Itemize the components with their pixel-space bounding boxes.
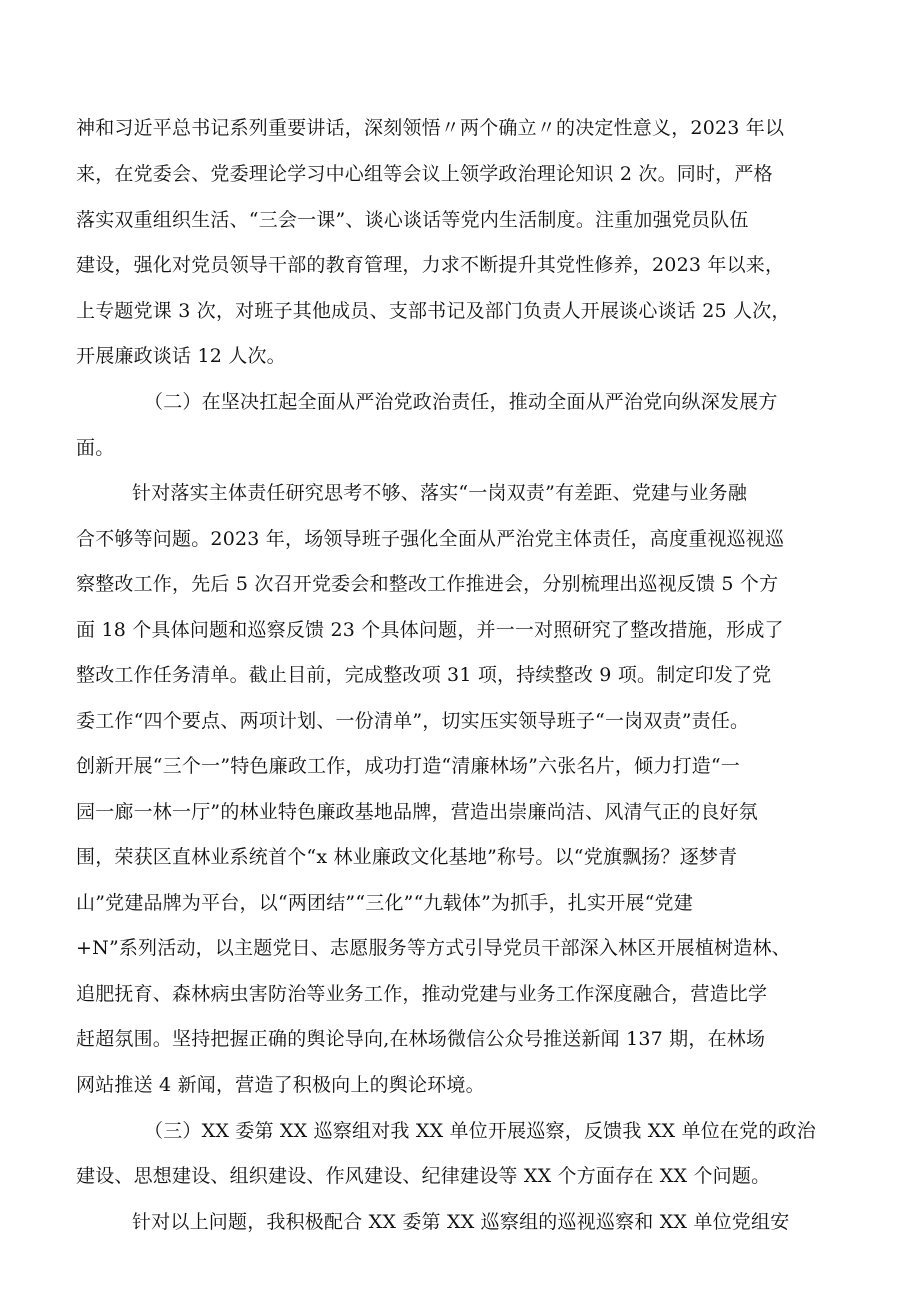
text-line: 上专题党课 3 次，对班子其他成员、支部书记及部门负责人开展谈心谈话 25 人次，	[76, 300, 791, 322]
text-line: 赶超氛围。坚持把握正确的舆论导向,在林场微信公众号推送新闻 137 期，在林场	[76, 1028, 766, 1050]
text-line: 合不够等问题。2023 年，场领导班子强化全面从严治党主体责任，高度重视巡视巡	[76, 528, 785, 550]
text-line: 园一廊一林一厅”的林业特色廉政基地品牌，营造出崇廉尚洁、风清气正的良好氛	[76, 801, 758, 823]
text-line: 委工作“四个要点、两项计划、一份清单”，切实压实领导班子“一岗双责”责任。	[76, 710, 750, 732]
text-line: 落实双重组织生活、“三会一课”、谈心谈话等党内生活制度。注重加强党员队伍	[76, 209, 749, 231]
text-line: 针对落实主体责任研究思考不够、落实“一岗双责”有差距、党建与业务融	[132, 482, 748, 504]
text-line: 网站推送 4 新闻，营造了积极向上的舆论环境。	[76, 1074, 485, 1096]
text-line: 建设，强化对党员领导干部的教育管理，力求不断提升其党性修养，2023 年以来，	[76, 254, 785, 276]
text-line: 创新开展“三个一”特色廉政工作，成功打造“清廉林场”六张名片，倾力打造“一	[76, 755, 740, 777]
text-line: 针对以上问题，我积极配合 XX 委第 XX 巡察组的巡视巡察和 XX 单位党组安	[132, 1211, 790, 1233]
text-line: 面 18 个具体问题和巡察反馈 23 个具体问题，并一一对照研究了整改措施，形成了	[76, 619, 784, 641]
section-heading-line: （三）XX 委第 XX 巡察组对我 XX 单位开展巡察，反馈我 XX 单位在党的政治	[144, 1120, 816, 1142]
text-line: 察整改工作，先后 5 次召开党委会和整改工作推进会，分别梳理出巡视反馈 5 个方	[76, 573, 779, 595]
text-line: 神和习近平总书记系列重要讲话，深刻领悟〃两个确立〃的决定性意义，2023 年以	[76, 117, 785, 139]
section-heading-line: 面。	[76, 437, 115, 459]
text-line: 开展廉政谈话 12 人次。	[76, 345, 286, 367]
text-line: 追肥抚育、森林病虫害防治等业务工作，推动党建与业务工作深度融合，营造比学	[76, 983, 768, 1005]
text-line: 建设、思想建设、组织建设、作风建设、纪律建设等 XX 个方面存在 XX 个问题。	[76, 1165, 771, 1187]
section-heading-line: （二）在坚决扛起全面从严治党政治责任，推动全面从严治党向纵深发展方	[144, 391, 778, 413]
text-line: 整改工作任务清单。截止目前，完成整改项 31 项，持续整改 9 项。制定印发了党	[76, 664, 772, 686]
text-line: 山”党建品牌为平台，以“两团结”“三化”“九载体”为抓手，扎实开展“党建	[76, 892, 693, 914]
text-line: 来，在党委会、党委理论学习中心组等会议上领学政治理论知识 2 次。同时，严格	[76, 163, 773, 185]
text-line: +N”系列活动，以主题党日、志愿服务等方式引导党员干部深入林区开展植树造林、	[76, 937, 791, 959]
text-line: 围，荣获区直林业系统首个“x 林业廉政文化基地”称号。以“党旗飘扬？逐梦青	[76, 846, 738, 868]
